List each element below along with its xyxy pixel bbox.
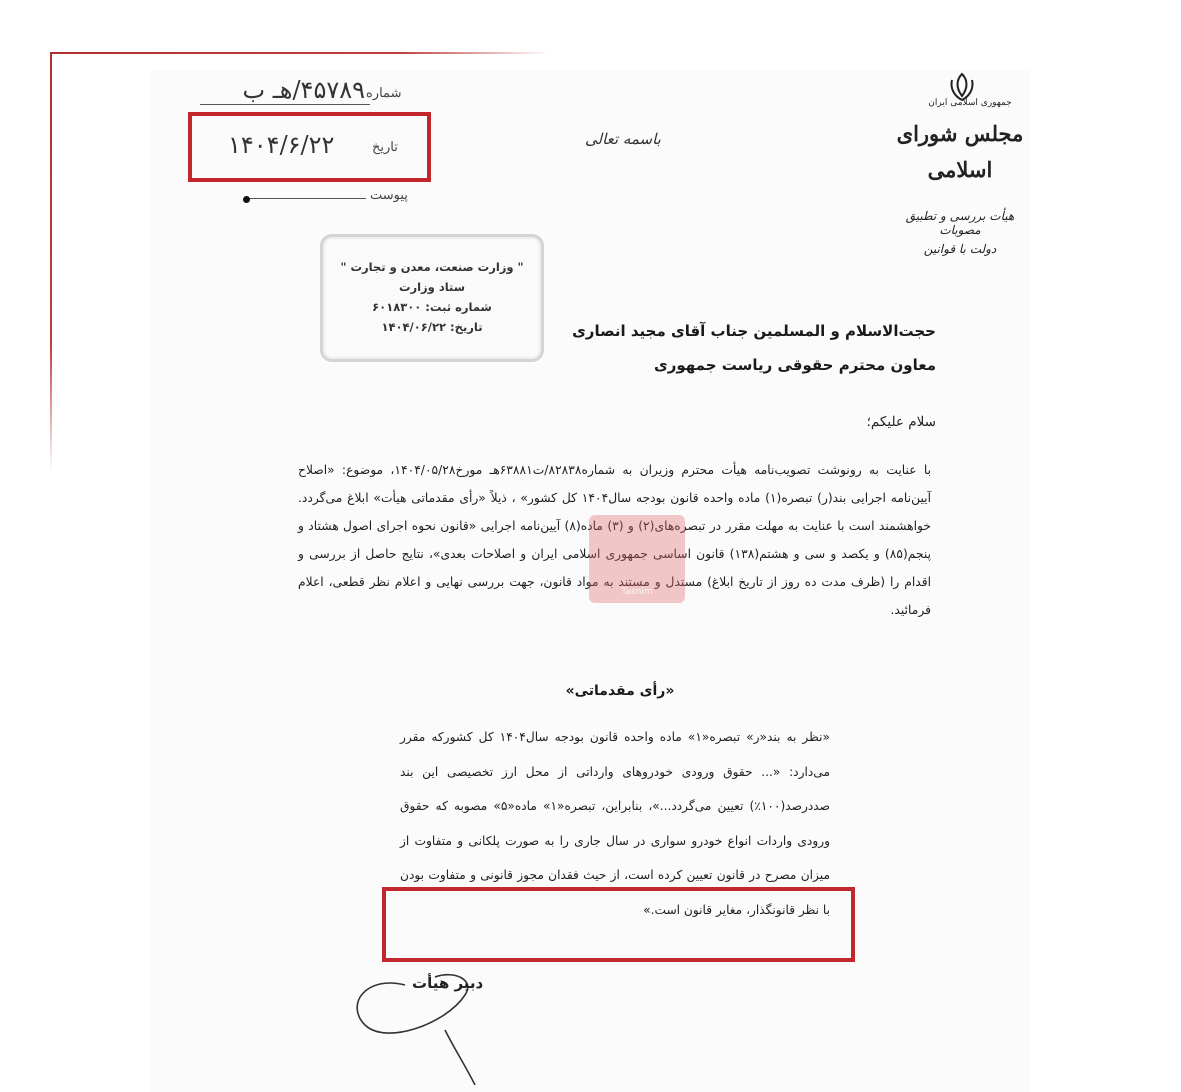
logo-line-4: دولت با قوانین — [923, 242, 997, 256]
frame-top-line — [50, 52, 550, 54]
logo-line-2: مجلس شورای اسلامی — [896, 121, 1024, 182]
conclusion-highlight-box — [382, 887, 855, 962]
stamp-date: تاریخ: ۱۴۰۴/۰۶/۲۲ — [381, 320, 483, 334]
attachment-line — [248, 198, 366, 199]
letter-body: با عنایت به رونوشت تصویب‌نامه هیأت محترم وزیران به شماره۸۲۸۳۸/ت۶۳۸۸۱هـ مورخ۱۴۰۴/۰۵/۲۸، موضوع: «اصلاح آیین‌نامه اجرایی بند(ر) تبصره(۱) ماده واحده قانون بودجه سال۱۴۰۴ کل کشور» ، ذیلاً «رأی مقدماتی هیأت» ابلاغ می‌گردد. خواهشمند است با عنایت به مهلت مقرر در تبصره‌های(۲) و (۳) ماده(۸) آیین‌نامه اجرایی «قانون نحوه اجرای اصول هشتاد و پنجم(۸۵) و یکصد و سی و هشتم(۱۳۸) قانون اساسی جمهوری اسلامی ایران و اصلاحات بعدی»، نتایج حاصل از بررسی و اقدام را (ظرف مدت ده روز از تاریخ ابلاغ) مستدل و مستند به مواد قانون، جهت بررسی نهایی و اعلام نظر قطعی، اعلام فرمائید. — [298, 463, 931, 617]
signature-title: دبیر هیأت — [412, 974, 484, 992]
letter-date: ۱۴۰۴/۶/۲۲ — [228, 131, 335, 159]
stamp-ministry: " وزارت صنعت، معدن و تجارت " — [340, 260, 524, 274]
attachment-label: پیوست — [370, 188, 408, 203]
logo-line-3: هیأت بررسی و تطبیق مصوبات — [905, 209, 1015, 237]
parliament-logo — [890, 72, 1030, 272]
date-label: تاریخ — [372, 140, 398, 155]
opinion-title: «رأی مقدماتی» — [565, 683, 675, 699]
attachment-dot — [243, 196, 250, 203]
number-underline — [200, 104, 370, 105]
number-label: شماره — [366, 86, 402, 101]
basmala: باسمه تعالی — [585, 130, 661, 148]
logo-line-1: جمهوری اسلامی ایران — [928, 98, 1012, 108]
addressee-name: حجت‌الاسلام و المسلمین جناب آقای مجید انصاری — [572, 322, 936, 340]
frame-left-line — [50, 52, 52, 472]
stamp-reg-number: شماره ثبت: ۶۰۱۸۳۰۰ — [372, 300, 492, 314]
stamp-department: ستاد وزارت — [398, 280, 466, 294]
greeting: سلام علیکم؛ — [866, 414, 936, 430]
registration-stamp — [320, 234, 544, 362]
addressee-title: معاون محترم حقوقی ریاست جمهوری — [653, 356, 936, 374]
watermark-logo: Tasnim — [589, 515, 685, 603]
opinion-text: «نظر به بند«ر» تبصره«۱» ماده واحده قانون بودجه سال۱۴۰۴ کل کشورکه مقرر می‌دارد: «... حقوق ورودی خودروهای وارداتی از محل ارز تخصیصی این بند صددرصد(۱۰۰٪) تعیین می‌گردد...»، بنابراین، تبصره«۱» ماده«۵» مصوبه که حقوق ورودی واردات انواع خودرو سواری در سال جاری را به صورت پلکانی و متفاوت از میزان مصرح در قانون تعیین کرده است، از حیث فقدان مجوز قانونی و متفاوت بودن با نظر قانونگذار، مغایر قانون است.» — [400, 730, 831, 917]
letter-number: ۴۵۷۸۹/هـ ب — [242, 76, 365, 104]
